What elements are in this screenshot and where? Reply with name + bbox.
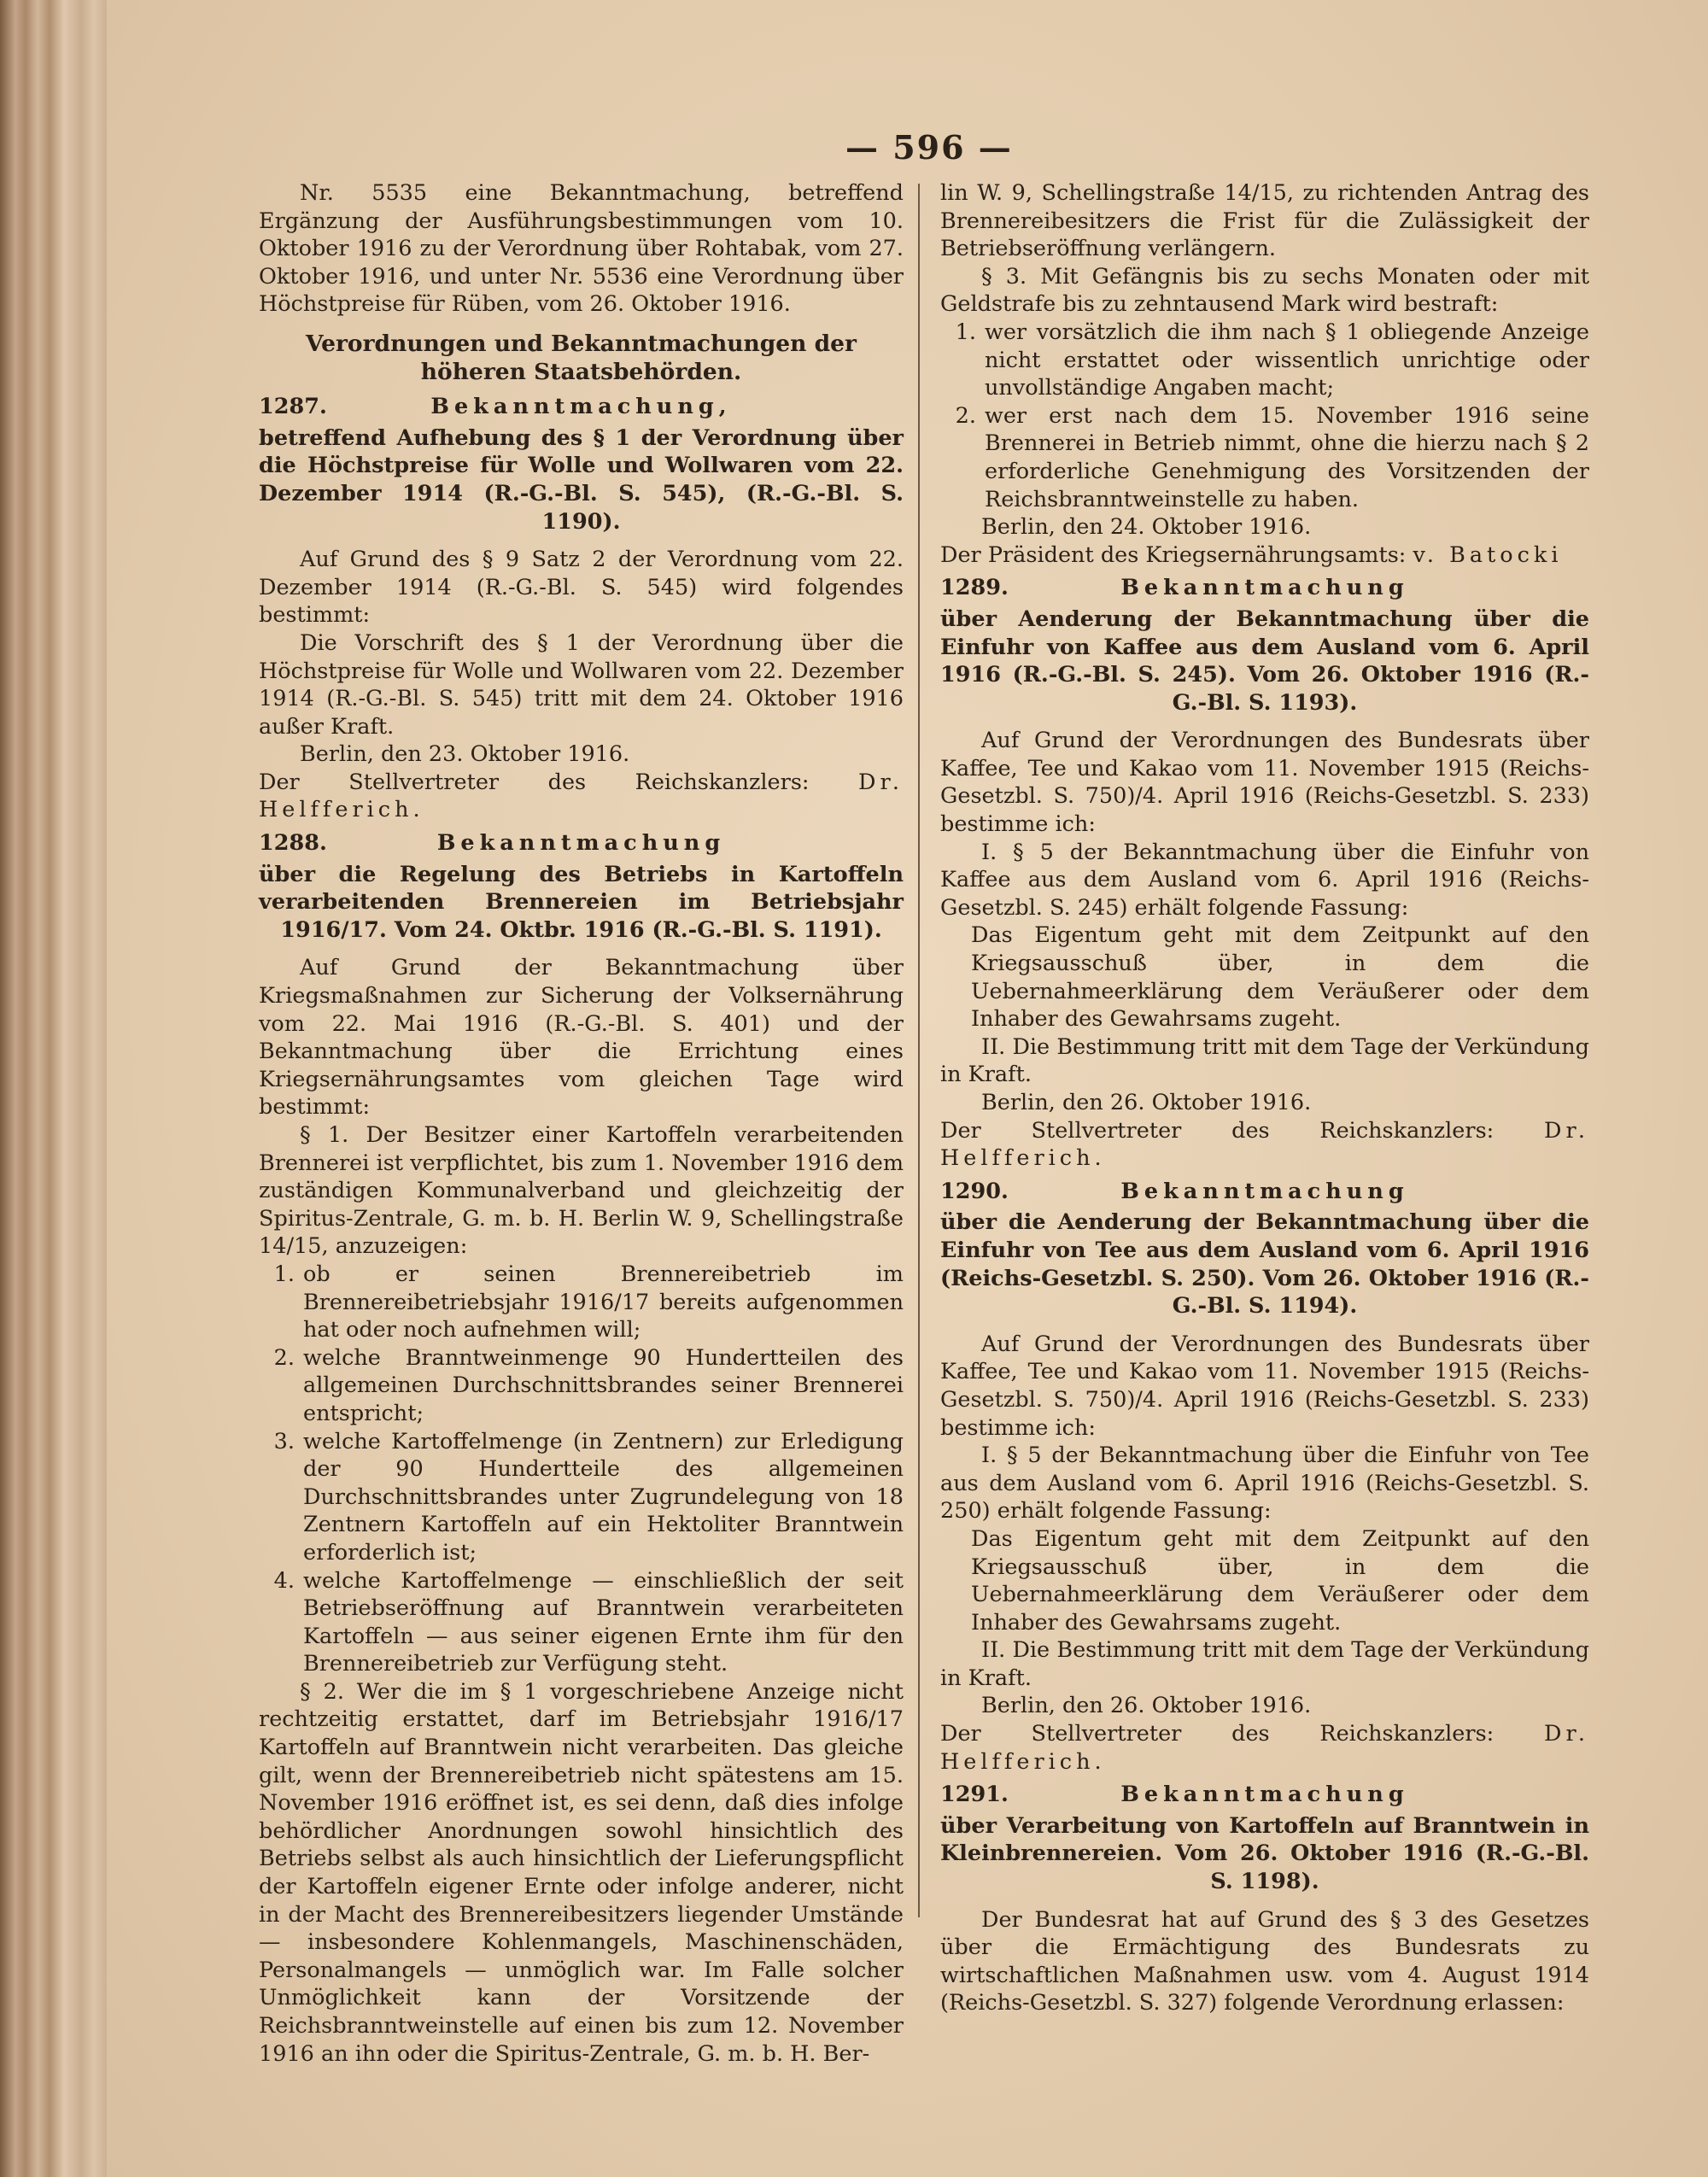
column-divider	[918, 184, 920, 1917]
announcement-header-1290	[940, 1178, 1589, 1206]
announcement-header-1288	[259, 829, 904, 857]
paragraph-3: § 3. Mit Gefängnis bis zu sechs Monaten oder mit Geldstrafe bis zu zehntausend Mark wird bestraft:	[940, 263, 1589, 318]
signature-line	[259, 769, 904, 824]
announcement-number: 1290.	[940, 1178, 1009, 1204]
right-column	[940, 179, 1589, 2017]
section-heading: Verordnungen und Bekanntmachungen der höheren Staatsbehörden.	[305, 330, 857, 385]
list-item	[940, 402, 1589, 513]
article-1: I. § 5 der Bekanntmachung über die Einfuhr von Kaffee aus dem Ausland vom 6. April 1916 (Reichs-Gesetzbl. S. 245) erhält folgende Fassung:	[940, 839, 1589, 921]
signature-name: Dr. Helfferich.	[940, 1721, 1589, 1775]
page-number: — 596 —	[845, 128, 1013, 167]
list-item-text: welche Kartoffelmenge (in Zentnern) zur Erledigung der 90 Hundertteile des allgemeinen Durchschnittsbrandes unter Zugrundelegung von 18 Zentnern Kartoffeln auf ein Hektoliter Branntwein erforderlich ist;	[303, 1428, 904, 1565]
signature-line	[940, 1720, 1589, 1776]
list-item-number: 2.	[273, 1344, 295, 1371]
list-item-number: 2.	[955, 402, 976, 429]
quoted-text: Das Eigentum geht mit dem Zeitpunkt auf den Kriegsausschuß über, in dem die Uebernahmeerklärung dem Veräußerer oder dem Inhaber des Gewahrsams zugeht.	[971, 1525, 1589, 1636]
list-item-text: ob er seinen Brennereibetrieb im Brennereibetriebsjahr 1916/17 bereits aufgenommen hat oder noch aufnehmen will;	[303, 1261, 904, 1343]
announcement-number: 1289.	[940, 575, 1009, 601]
announcement-number: 1291.	[940, 1782, 1009, 1808]
announcement-header-1287	[259, 393, 904, 421]
announcement-body: Auf Grund der Verordnungen des Bundesrats über Kaffee, Tee und Kakao vom 11. November 1915 (Reichs-Gesetzbl. S. 750)/4. April 1916 (Reichs-Gesetzbl. S. 233) bestimme ich:	[940, 1331, 1589, 1441]
list-item-text: wer vorsätzlich die ihm nach § 1 obliegende Anzeige nicht erstattet oder wissentlich unrichtige oder unvollständige Angaben macht;	[985, 319, 1589, 401]
list-item	[259, 1428, 904, 1567]
article-2: II. Die Bestimmung tritt mit dem Tage der Verkündung in Kraft.	[940, 1637, 1589, 1691]
list-item-text: welche Branntweinmenge 90 Hundertteilen des allgemeinen Durchschnittsbrandes seiner Brennerei entspricht;	[303, 1344, 904, 1426]
signature-line	[940, 1117, 1589, 1173]
list-item-text: welche Kartoffelmenge — einschließlich der seit Betriebseröffnung auf Branntwein verarbeiteten Kartoffeln — aus seiner eigenen Ernte ihm für den Brennereibetrieb zur Verfügung steht.	[303, 1567, 904, 1677]
list-item	[259, 1344, 904, 1428]
article-1: I. § 5 der Bekanntmachung über die Einfuhr von Tee aus dem Ausland vom 6. April 1916 (Reichs-Gesetzbl. S. 250) erhält folgende Fassung:	[940, 1443, 1589, 1524]
announcement-subject: über Verarbeitung von Kartoffeln auf Branntwein in Kleinbrennereien. Vom 26. Oktober 1916 (R.-G.-Bl. S. 1198).	[940, 1812, 1589, 1895]
place-date: Berlin, den 26. Oktober 1916.	[981, 1090, 1312, 1115]
signature-name: Dr. Helfferich.	[940, 1117, 1589, 1172]
announcement-body: Auf Grund der Bekanntmachung über Kriegsmaßnahmen zur Sicherung der Volksernährung vom 22. Mai 1916 (R.-G.-Bl. S. 401) und der Bekanntmachung über die Errichtung eines Kriegsernährungsamtes vom gleichen Tage wird bestimmt:	[259, 955, 904, 1121]
announcement-subject: über Aenderung der Bekanntmachung über die Einfuhr von Kaffee aus dem Ausland vom 6. April 1916 (R.-G.-Bl. S. 245). Vom 26. Oktober 1916 (R.-G.-Bl. S. 1193).	[940, 606, 1589, 716]
paragraph-2: § 2. Wer die im § 1 vorgeschriebene Anzeige nicht rechtzeitig erstattet, darf im Betriebsjahr 1916/17 Kartoffeln auf Branntwein nicht verarbeiten. Das gleiche gilt, wenn der Brennereibetrieb nicht spätestens am 15. November 1916 eröffnet ist, es sei denn, daß dies infolge behördlicher Anordnungen sowohl hinsichtlich des Betriebs selbst als auch hinsichtlich der Lieferungspflicht der Kartoffeln eigener Ernte oder infolge anderer, nicht in der Macht des Brennereibesitzers liegender Umstände — insbesondere Kohlenmangels, Maschinenschäden, Personalmangels — unmöglich war. Im Falle solcher Unmöglichkeit kann der Vorsitzende der Reichsbranntweinstelle auf einen bis zum 12. November 1916 an ihn oder die Spiritus-Zentrale, G. m. b. H. Ber-	[259, 1678, 904, 2067]
place-date: Berlin, den 24. Oktober 1916.	[981, 514, 1312, 541]
announcement-number: 1287.	[259, 394, 327, 420]
intro-paragraph: Nr. 5535 eine Bekanntmachung, betreffend Ergänzung der Ausführungsbestimmungen vom 10. Oktober 1916 zu der Verordnung über Rohtabak, vom 27. Oktober 1916, und unter Nr. 5536 eine Verordnung über Höchstpreise für Rüben, vom 26. Oktober 1916.	[259, 180, 904, 318]
list-item-number: 3.	[273, 1428, 295, 1454]
list-item-text: wer erst nach dem 15. November 1916 seine Brennerei in Betrieb nimmt, ohne die hierzu nach § 2 erforderliche Genehmigung des Vorsitzenden der Reichsbranntweinstelle zu haben.	[985, 402, 1589, 512]
list-item	[259, 1261, 904, 1344]
list-item	[940, 319, 1589, 402]
signature-role: Der Präsident des Kriegsernährungsamts:	[940, 541, 1407, 568]
signature-name: v. Batocki	[1413, 541, 1563, 568]
signature-role: Der Stellvertreter des Reichskanzlers:	[940, 1117, 1494, 1144]
announcement-number: 1288.	[259, 830, 327, 857]
announcement-subject: über die Regelung des Betriebs in Kartoffeln verarbeitenden Brennereien im Betriebsjahr 1916/17. Vom 24. Oktbr. 1916 (R.-G.-Bl. S. 1191).	[259, 861, 904, 943]
announcement-header-1289	[940, 574, 1589, 602]
list-item	[259, 1567, 904, 1678]
announcement-body: Auf Grund der Verordnungen des Bundesrats über Kaffee, Tee und Kakao vom 11. November 1915 (Reichs-Gesetzbl. S. 750)/4. April 1916 (Reichs-Gesetzbl. S. 233) bestimme ich:	[940, 728, 1589, 838]
list-item-number: 4.	[273, 1567, 295, 1594]
article-2: II. Die Bestimmung tritt mit dem Tage der Verkündung in Kraft.	[940, 1033, 1589, 1088]
signature-name: Dr. Helfferich.	[259, 769, 904, 823]
announcement-title: Bekanntmachung,	[430, 394, 732, 420]
paragraph-1: § 1. Der Besitzer einer Kartoffeln verarbeitenden Brennerei ist verpflichtet, bis zum 1. November 1916 dem zuständigen Kommunalverband und gleichzeitig der Spiritus-Zentrale, G. m. b. H. Berlin W. 9, Schellingstraße 14/15, anzuzeigen:	[259, 1122, 904, 1260]
left-column	[259, 179, 904, 2068]
quoted-text: Das Eigentum geht mit dem Zeitpunkt auf den Kriegsausschuß über, in dem die Uebernahmeerklärung dem Veräußerer oder dem Inhaber des Gewahrsams zugeht.	[971, 922, 1589, 1033]
signature-role: Der Stellvertreter des Reichskanzlers:	[940, 1721, 1494, 1747]
place-date: Berlin, den 23. Oktober 1916.	[300, 741, 630, 768]
signature-line	[940, 541, 1589, 570]
announcement-title: Bekanntmachung	[436, 830, 726, 857]
announcement-body: Auf Grund des § 9 Satz 2 der Verordnung vom 22. Dezember 1914 (R.-G.-Bl. S. 545) wird folgendes bestimmt:	[259, 547, 904, 629]
announcement-rule: Die Vorschrift des § 1 der Verordnung über die Höchstpreise für Wolle und Wollwaren vom 22. Dezember 1914 (R.-G.-Bl. S. 545) tritt mit dem 24. Oktober 1916 außer Kraft.	[259, 629, 904, 740]
signature-role: Der Stellvertreter des Reichskanzlers:	[259, 769, 810, 795]
announcement-title: Bekanntmachung	[1120, 1782, 1409, 1808]
place-date: Berlin, den 26. Oktober 1916.	[981, 1693, 1312, 1719]
book-page-edges	[0, 0, 107, 2177]
announcement-title: Bekanntmachung	[1120, 1178, 1409, 1204]
list-item-number: 1.	[273, 1261, 295, 1287]
list-item-number: 1.	[955, 319, 976, 345]
announcement-subject: über die Aenderung der Bekanntmachung über die Einfuhr von Tee aus dem Ausland vom 6. April 1916 (Reichs-Gesetzbl. S. 250). Vom 26. Oktober 1916 (R.-G.-Bl. S. 1194).	[940, 1209, 1589, 1320]
announcement-subject: betreffend Aufhebung des § 1 der Verordnung über die Höchstpreise für Wolle und Wollwaren vom 22. Dezember 1914 (R.-G.-Bl. S. 545), (R.-G.-Bl. S. 1190).	[259, 424, 904, 535]
announcement-title: Bekanntmachung	[1120, 575, 1409, 601]
announcement-header-1291	[940, 1781, 1589, 1809]
announcement-body: Der Bundesrat hat auf Grund des § 3 des Gesetzes über die Ermächtigung des Bundesrats zu wirtschaftlichen Maßnahmen usw. vom 4. August 1914 (Reichs-Gesetzbl. S. 327) folgende Verordnung erlassen:	[940, 1906, 1589, 2016]
paragraph-2-continued: lin W. 9, Schellingstraße 14/15, zu richtenden Antrag des Brennereibesitzers die Frist für die Zulässigkeit der Betriebseröffnung verlängern.	[940, 180, 1589, 262]
